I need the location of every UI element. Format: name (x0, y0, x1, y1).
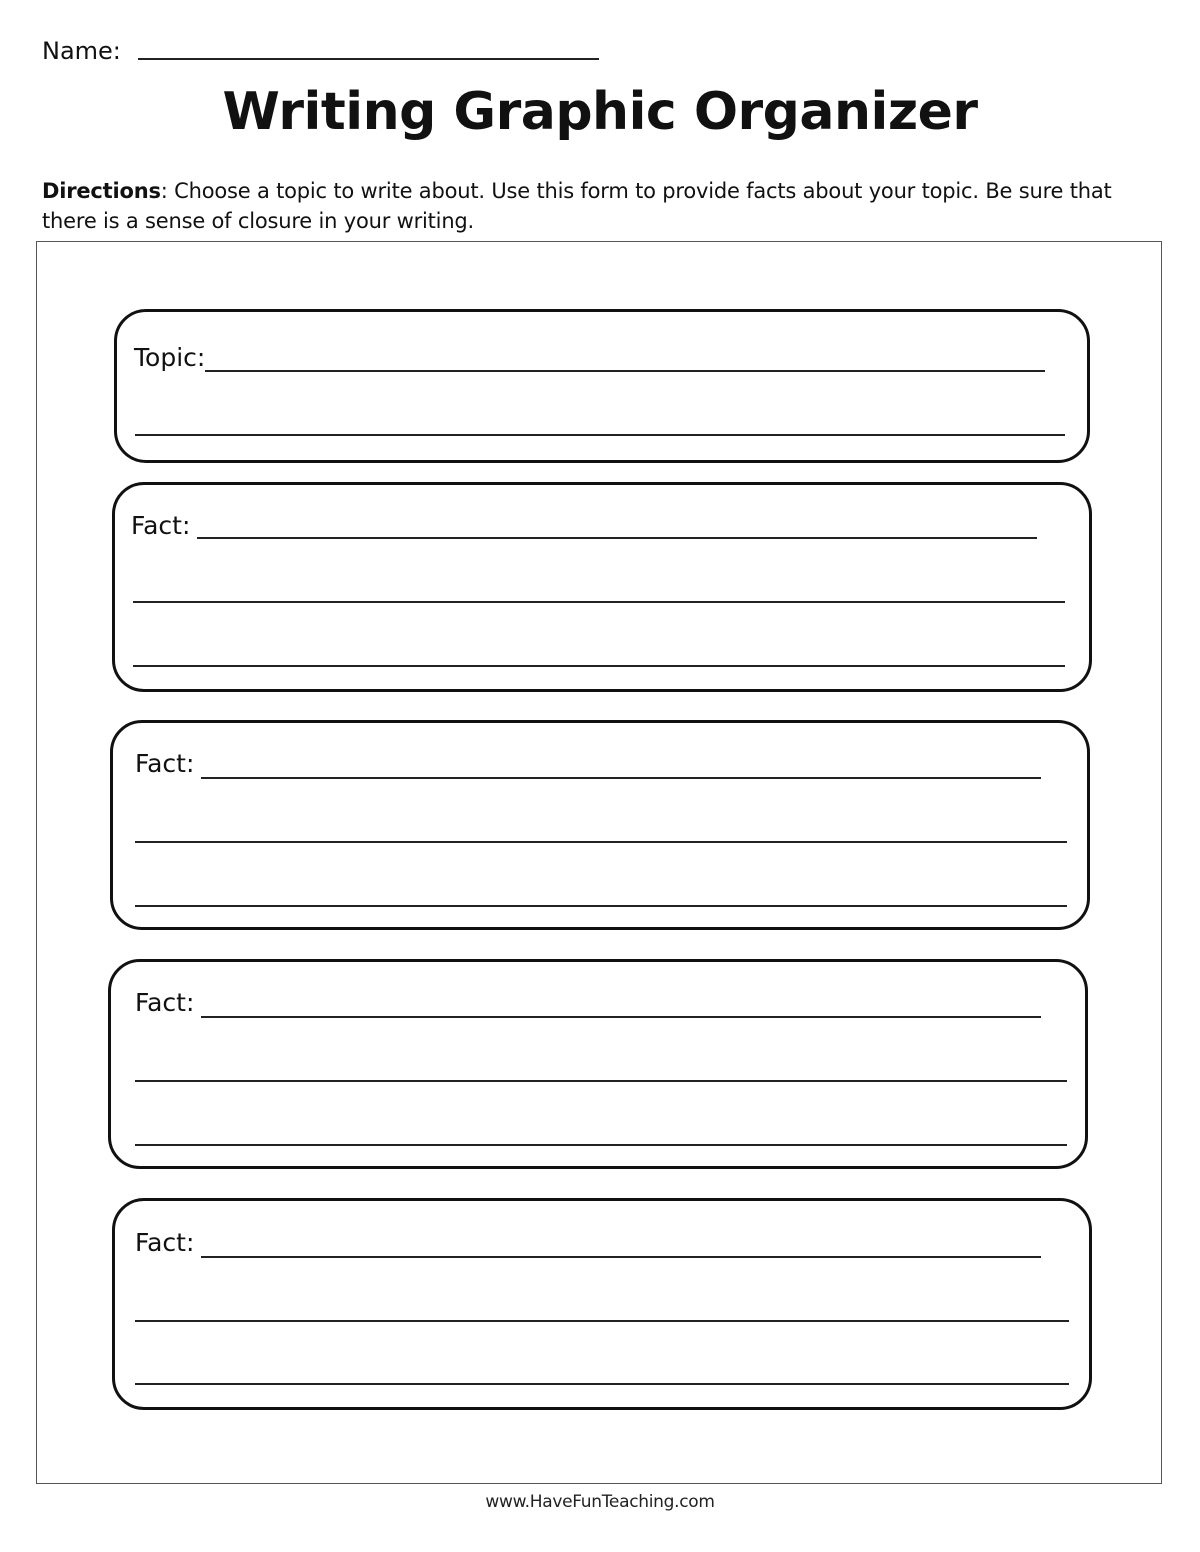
fact-label-1: Fact: (131, 511, 191, 540)
fact-3-write-line-1[interactable] (201, 1016, 1041, 1018)
fact-box-3 (108, 959, 1088, 1169)
fact-2-write-line-2[interactable] (135, 841, 1067, 843)
footer-website: www.HaveFunTeaching.com (485, 1492, 715, 1512)
fact-4-write-line-3[interactable] (135, 1383, 1069, 1385)
fact-4-write-line-2[interactable] (135, 1320, 1069, 1322)
name-label: Name: (42, 37, 121, 65)
page-title: Writing Graphic Organizer (222, 82, 978, 142)
fact-3-write-line-2[interactable] (135, 1080, 1067, 1082)
fact-label-4: Fact: (135, 1228, 195, 1257)
fact-1-write-line-3[interactable] (133, 665, 1065, 667)
topic-write-line[interactable] (205, 370, 1045, 372)
fact-box-4 (112, 1198, 1092, 1410)
directions-label: Directions (42, 179, 161, 203)
fact-box-1 (112, 482, 1092, 692)
fact-box-2 (110, 720, 1090, 930)
directions-text: : Choose a topic to write about. Use this form to provide facts about your topic. Be sure that there is a sense of closure in your writing. (42, 179, 1112, 233)
fact-4-write-line-1[interactable] (201, 1256, 1041, 1258)
directions (42, 176, 1152, 236)
name-write-line[interactable] (138, 58, 599, 60)
fact-2-write-line-3[interactable] (135, 905, 1067, 907)
fact-3-write-line-3[interactable] (135, 1144, 1067, 1146)
topic-write-line-2[interactable] (135, 434, 1065, 436)
topic-box (114, 309, 1090, 463)
fact-label-2: Fact: (135, 749, 195, 778)
name-row (42, 34, 121, 66)
topic-label: Topic: (134, 343, 206, 372)
fact-1-write-line-1[interactable] (197, 537, 1037, 539)
fact-2-write-line-1[interactable] (201, 777, 1041, 779)
fact-label-3: Fact: (135, 988, 195, 1017)
fact-1-write-line-2[interactable] (133, 601, 1065, 603)
